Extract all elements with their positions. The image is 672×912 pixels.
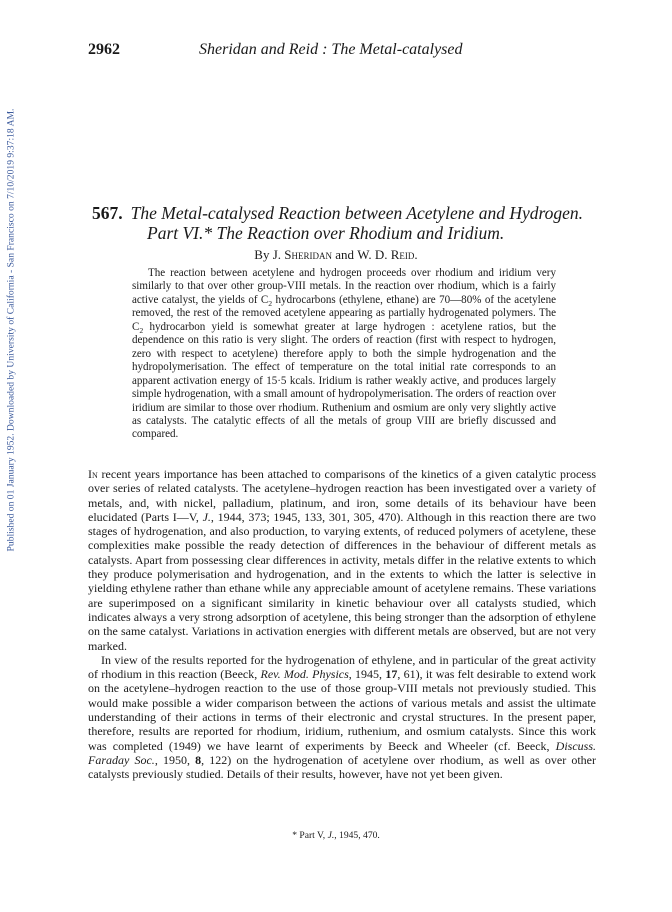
journal-discuss-faraday: Discuss. Faraday Soc. xyxy=(88,738,596,767)
p2-text-b: , 1945, xyxy=(348,667,386,682)
p2-text-a: In view of the results reported for the hydrogenation of ethylene, and in particular of the great activity of rhodium in this reaction (Beeck, xyxy=(88,652,596,682)
byline-and: and xyxy=(335,247,355,262)
running-title: Sheridan and Reid : The Metal-catalysed xyxy=(199,41,463,58)
article-title xyxy=(92,203,598,243)
abstract-text-1: The reaction between acetylene and hydrogen proceeds over rhodium and iridium very similarly to that over other group-VIII metals. In the reaction over rhodium, which is a fairly active catalyst, the yields of C xyxy=(132,267,556,306)
author-sheridan: J. Sheridan xyxy=(272,247,333,262)
title-line-2: Part VI.* The Reaction over Rhodium and Iridium. xyxy=(147,223,505,243)
running-head xyxy=(88,41,598,63)
subscript-2: 2 xyxy=(139,326,144,336)
footnote xyxy=(0,830,672,841)
body-text xyxy=(88,467,596,782)
author-byline xyxy=(0,247,672,263)
footnote-marker: * xyxy=(292,830,297,841)
footnote-text-a: Part V, xyxy=(296,830,328,841)
volume-8: 8 xyxy=(195,752,202,767)
p2-text-e: , 122) on the hydrogenation of acetylene over rhodium, as well as over other catalysts previously studied. Details of their results, however, have not yet been given. xyxy=(88,752,597,782)
title-text-1: The Metal-catalysed Reaction between Acetylene and Hydrogen. xyxy=(130,203,584,223)
body-paragraph-1 xyxy=(88,467,596,653)
body-paragraph-2 xyxy=(88,653,596,782)
page-number: 2962 xyxy=(88,41,120,58)
volume-17: 17 xyxy=(385,667,398,682)
p1-text-b: , 1944, 373; 1945, 133, 301, 305, 470). Although in this reaction there are two stages of hydrogenation, and also production, to varying extents, of reduced polymers of acetylene, these complexities make possible the ready detection of differences in the behaviour of different metals as catalysts. Apart from possessing clear differences in activity, metals differ in the relative extents to which they produce polymerisation and hydrogenation, and in the extents to which the latter is selective in yielding ethylene rather than ethane while any appreciable amount of acetylene remains. These variations are superimposed on a significant similarity in kinetic behaviour over all catalysts studied, which indicates always a very strong adsorption of acetylene, this being stronger than the adsorption of ethylene on the same catalyst. Variations in activation energies with different metals are observed, but are not very marked. xyxy=(88,509,596,653)
footnote-text-b: , 1945, 470. xyxy=(334,830,380,841)
author-reid: W. D. Reid. xyxy=(357,247,418,262)
footnote-journal: J. xyxy=(327,830,335,841)
p1-text-a: recent years importance has been attached to comparisons of the kinetics of a given catalytic process over series of related catalysts. The acetylene–hydrogen reaction has been investigated over a variety of metals, and, with nickel, palladium, platinum, and iron, some details of its behaviour have been elucidated (Parts I—V, xyxy=(88,467,596,524)
p2-text-c: , 61), it was felt desirable to extend work on the acetylene–hydrogen reaction to the use of those group-VIII metals not previously studied. This would make possible a wider comparison between the actions of various metals and assist the ultimate understanding of their actions in terms of their electronic and crystal structures. In the present paper, therefore, results are reported for rhodium, iridium, ruthenium, and osmium catalysts. Since this work was completed (1949) we have learnt of experiments by Beeck and Wheeler (cf. Beeck, xyxy=(88,667,597,753)
download-watermark xyxy=(0,0,22,640)
lead-word: In xyxy=(88,467,98,481)
abstract-text-3: hydrocarbon yield is somewhat greater at large hydrogen : acetylene ratios, but the dependence on this ratio is very slight. The orders of reaction (first with respect to hydrogen, zero with respect to acetylene) therefore apply to both the simple hydrogenation and the hydropolymerisation. The effect of temperature on the total initial rate corresponds to an apparent activation energy of 15·5 kcals. Iridium is rather weakly active, and produces largely simple hydrogenation, with a small amount of hydropolymerisation. The orders of reaction over iridium are similar to those over rhodium. Ruthenium and osmium are only very slightly active as catalysts. The catalytic effects of all the metals of group VIII are briefly discussed and compared. xyxy=(132,320,556,441)
p2-text-d: , 1950, xyxy=(154,752,196,767)
abstract xyxy=(132,267,556,442)
title-line-1 xyxy=(92,203,598,223)
article-number: 567. xyxy=(92,203,123,223)
download-watermark-text: Published on 01 January 1952. Downloaded by University of California - San Francisco on 7/10/2019 9:37:18 AM. xyxy=(5,108,17,552)
byline-by: By xyxy=(254,247,270,262)
abstract-paragraph xyxy=(132,267,556,442)
abstract-text-2: hydrocarbons (ethylene, ethane) are 70—80% of the acetylene removed, the rest of the removed acetylene appearing as partially hydrogenated polymers. The C xyxy=(132,293,557,333)
journal-rev-mod-physics: Rev. Mod. Physics xyxy=(260,667,349,682)
journal-abbrev: J. xyxy=(202,509,211,524)
subscript-2: 2 xyxy=(268,299,273,309)
